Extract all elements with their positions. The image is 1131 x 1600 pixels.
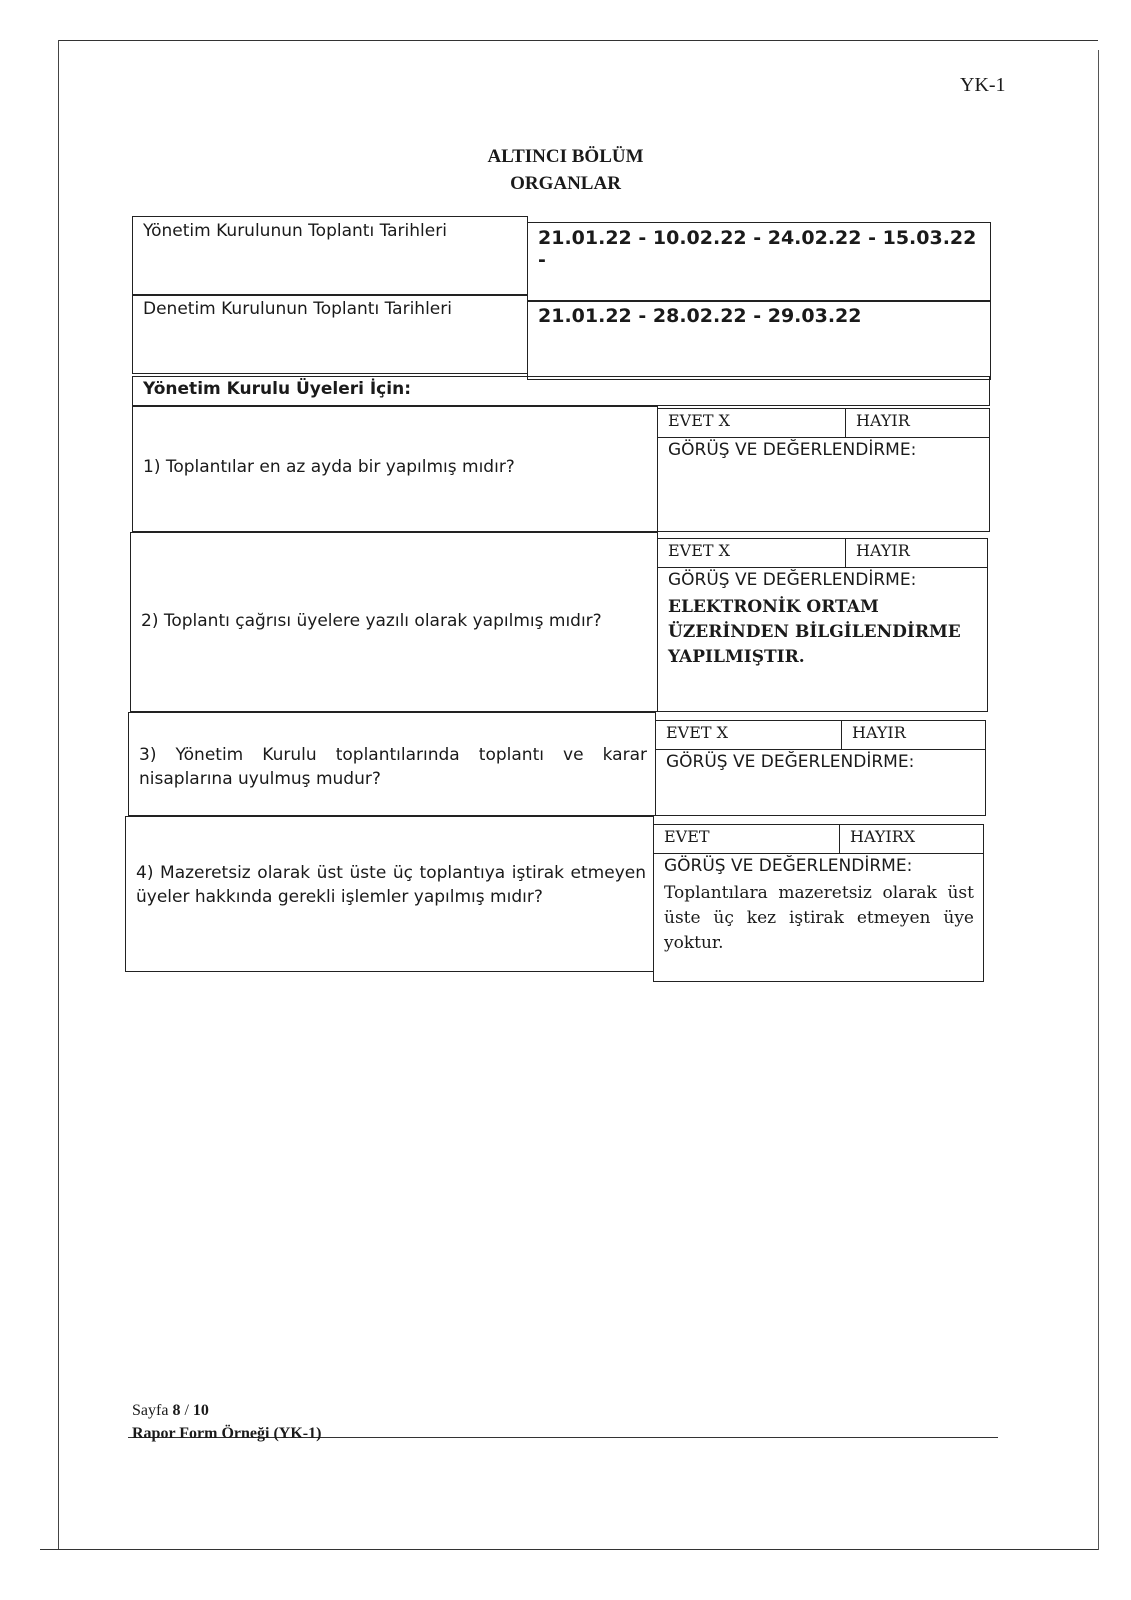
answer-2-cell: [657, 538, 988, 712]
question-2-text: 2) Toplantı çağrısı üyelere yazılı olarak yapılmış mıdır?: [141, 611, 602, 631]
question-2-cell: [130, 532, 658, 712]
answer-3-no: HAYIR: [852, 723, 906, 742]
question-1-text: 1) Toplantılar en az ayda bir yapılmış mıdır?: [143, 457, 515, 477]
answer-2-yes: EVET X: [658, 539, 846, 567]
answer-1-cell: [657, 408, 990, 532]
page-border-top: [58, 40, 1098, 41]
board-dates-value-cell: [527, 222, 991, 302]
page-border-right: [1098, 50, 1099, 1550]
page-number: [132, 1402, 209, 1420]
question-3-text: 3) Yönetim Kurulu toplantılarında toplantı ve karar nisaplarına uyulmuş mudur?: [139, 745, 647, 789]
answer-2-comment: ELEKTRONİK ORTAM ÜZERİNDEN BİLGİLENDİRME YAPILMIŞTIR.: [668, 597, 961, 667]
board-dates-label-cell: [132, 216, 528, 296]
members-header: Yönetim Kurulu Üyeleri İçin:: [143, 379, 411, 399]
audit-dates-value: 21.01.22 - 28.02.22 - 29.03.22: [538, 305, 862, 327]
page-current: 8: [172, 1402, 181, 1419]
answer-3-yes: EVET X: [656, 721, 842, 749]
question-4-cell: [125, 816, 654, 972]
page-border-left: [58, 40, 59, 1550]
page-total: 10: [192, 1402, 209, 1419]
page-border-bottom: [40, 1549, 1098, 1550]
answer-4-cell: [653, 824, 984, 982]
answer-4-comment: Toplantılara mazeretsiz olarak üst üste üç kez iştirak etmeyen üye yoktur.: [664, 883, 974, 953]
audit-dates-value-cell: [527, 300, 991, 380]
answer-3-cell: [655, 720, 986, 816]
answer-4-no: HAYIRX: [850, 827, 916, 846]
answer-3-opinion-label: GÖRÜŞ VE DEĞERLENDİRME:: [666, 752, 915, 772]
answer-1-opinion-label: GÖRÜŞ VE DEĞERLENDİRME:: [668, 440, 917, 460]
form-name: Rapor Form Örneği (YK-1): [132, 1425, 322, 1442]
question-3-cell: [128, 712, 656, 816]
audit-dates-label: Denetim Kurulunun Toplantı Tarihleri: [143, 299, 452, 319]
document-code: YK-1: [960, 74, 1006, 96]
answer-2-no: HAYIR: [856, 541, 910, 560]
page-prefix: Sayfa: [132, 1402, 173, 1419]
answer-1-choice-row: [658, 409, 989, 438]
answer-4-yes: EVET: [654, 825, 840, 853]
answer-1-yes: EVET X: [658, 409, 846, 437]
answer-1-no: HAYIR: [856, 411, 910, 430]
answer-4-opinion-label: GÖRÜŞ VE DEĞERLENDİRME:: [664, 856, 913, 876]
section-subtitle: ORGANLAR: [510, 173, 621, 194]
section-title: ALTINCI BÖLÜM: [487, 146, 644, 167]
board-dates-label: Yönetim Kurulunun Toplantı Tarihleri: [143, 221, 447, 241]
answer-3-choice-row: [656, 721, 985, 750]
question-4-text: 4) Mazeretsiz olarak üst üste üç toplantıya iştirak etmeyen üyeler hakkında gerekli işlemler yapılmış mıdır?: [136, 863, 646, 907]
answer-4-choice-row: [654, 825, 983, 854]
answer-2-opinion-label: GÖRÜŞ VE DEĞERLENDİRME:: [668, 570, 917, 590]
audit-dates-label-cell: [132, 294, 528, 374]
question-1-cell: [132, 406, 658, 532]
page-separator: /: [180, 1402, 193, 1419]
members-header-cell: [132, 376, 990, 406]
board-dates-value: 21.01.22 - 10.02.22 - 24.02.22 - 15.03.22 -: [538, 227, 977, 271]
answer-2-choice-row: [658, 539, 987, 568]
